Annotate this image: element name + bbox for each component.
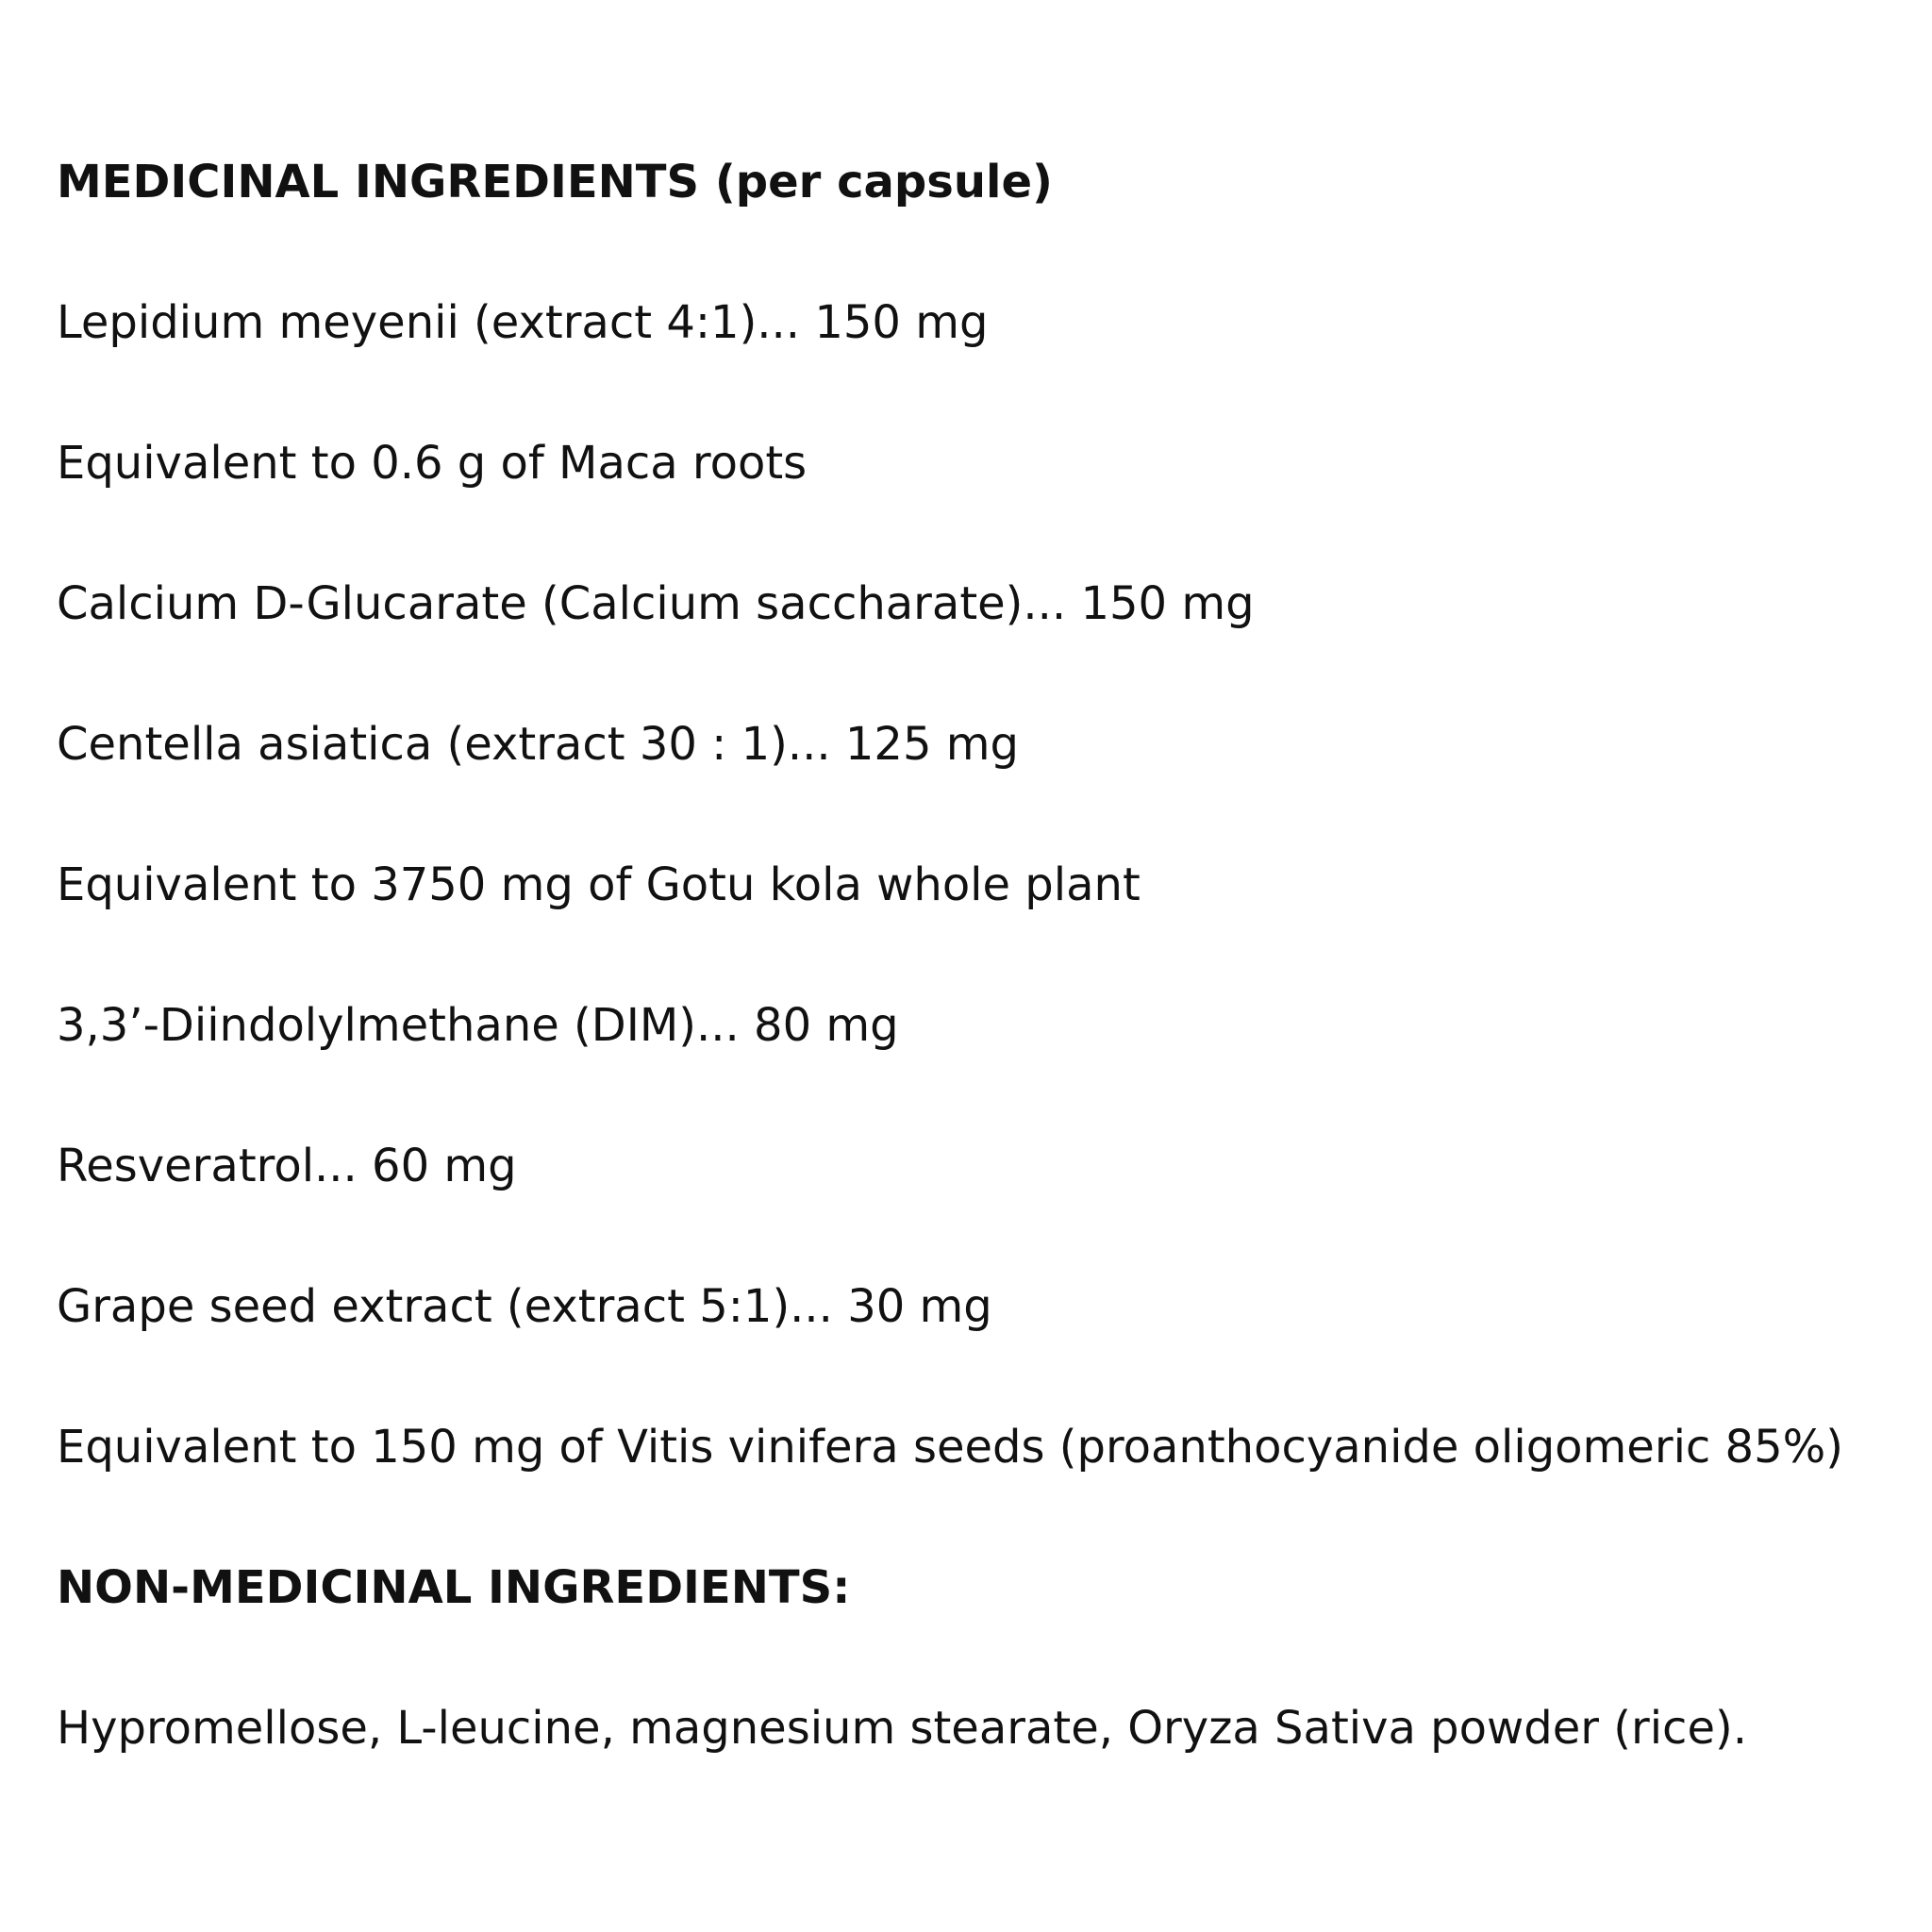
ingredient-line-calcium-glucarate: Calcium D-Glucarate (Calcium saccharate)... 150 mg [57, 577, 1255, 630]
ingredient-line-lepidium: Lepidium meyenii (extract 4:1)... 150 mg [57, 296, 989, 349]
ingredient-line-grape-seed: Grape seed extract (extract 5:1)... 30 mg [57, 1280, 992, 1333]
ingredient-line-centella: Centella asiatica (extract 30 : 1)... 125 mg [57, 718, 1019, 771]
medicinal-ingredients-heading: MEDICINAL INGREDIENTS (per capsule) [57, 156, 1053, 208]
ingredient-equivalent-maca: Equivalent to 0.6 g of Maca roots [57, 437, 808, 490]
non-medicinal-ingredients-list: Hypromellose, L-leucine, magnesium stearate, Oryza Sativa powder (rice). [57, 1702, 1747, 1755]
ingredient-line-resveratrol: Resveratrol... 60 mg [57, 1140, 517, 1192]
ingredient-equivalent-gotu-kola: Equivalent to 3750 mg of Gotu kola whole plant [57, 858, 1141, 911]
non-medicinal-ingredients-heading: NON-MEDICINAL INGREDIENTS: [57, 1561, 851, 1614]
ingredient-equivalent-vitis: Equivalent to 150 mg of Vitis vinifera seeds (proanthocyanide oligomeric 85%) [57, 1421, 1843, 1474]
ingredient-line-dim: 3,3’-Diindolylmethane (DIM)... 80 mg [57, 999, 899, 1052]
